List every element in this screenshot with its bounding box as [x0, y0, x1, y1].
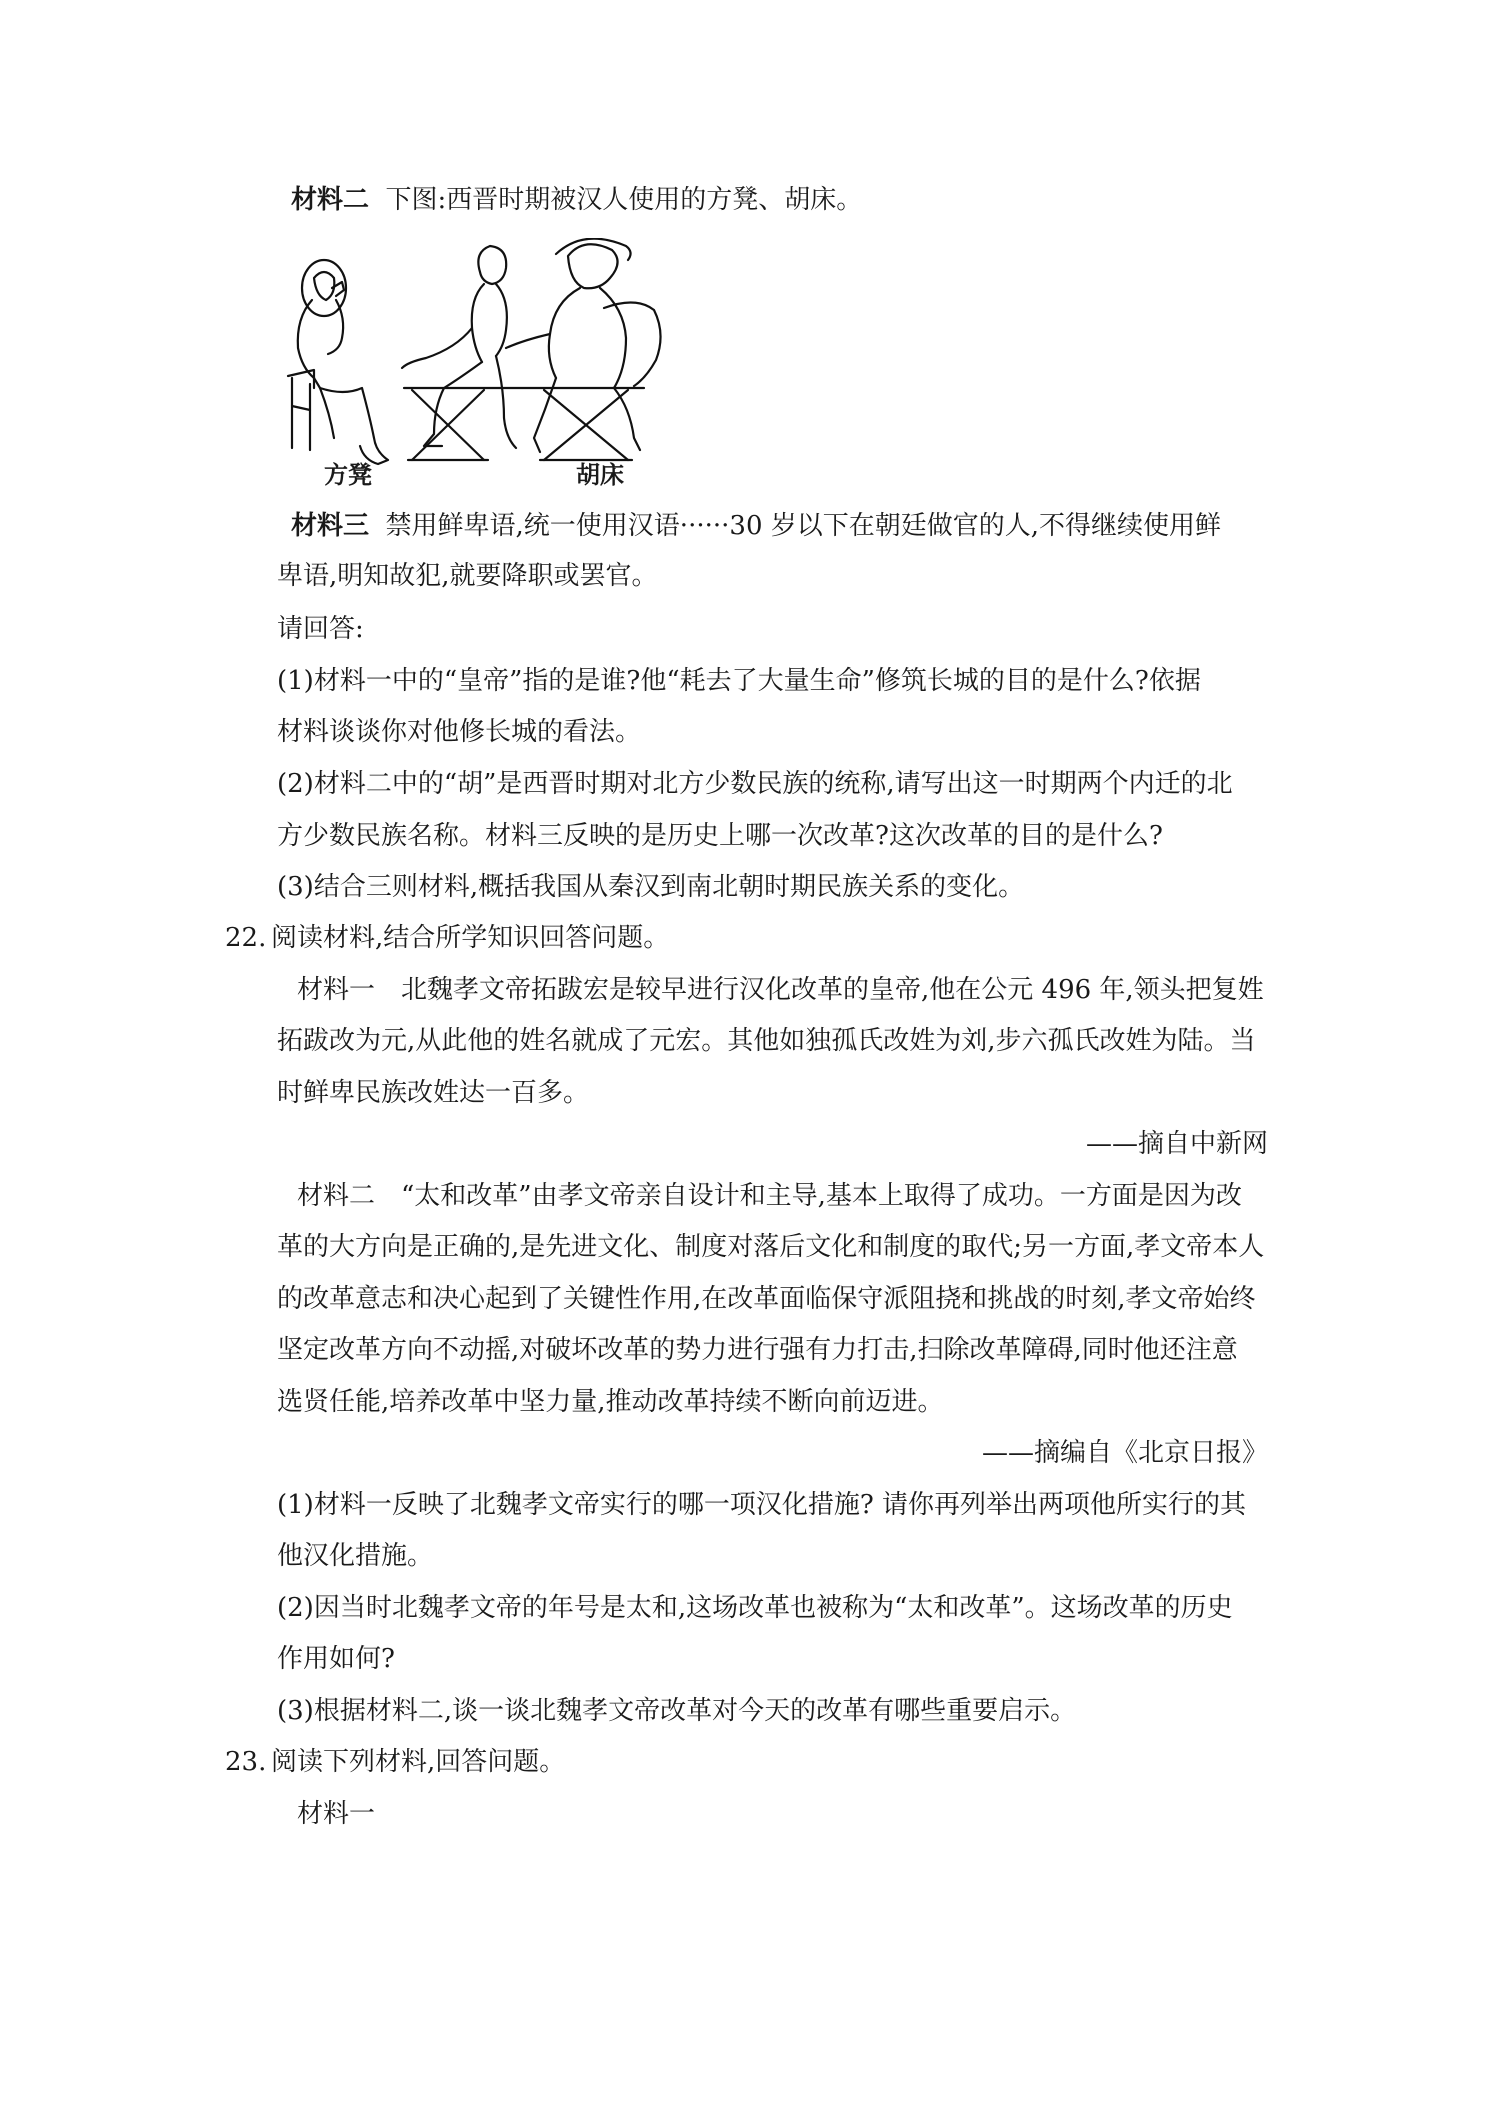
- body-right-1: [472, 284, 484, 362]
- caption-folding-chair: 胡床: [576, 460, 624, 489]
- q22-sub2-line2: 作用如何?: [277, 1644, 395, 1674]
- q23-number: 23.: [225, 1747, 267, 1777]
- q22-m2-line2: 革的大方向是正确的,是先进文化、制度对落后文化和制度的取代;另一方面,孝文帝本人: [277, 1232, 1265, 1262]
- q22-m2-line3: 的改革意志和决心起到了关键性作用,在改革面临保守派阻挠和挑战的时刻,孝文帝始终: [277, 1284, 1256, 1314]
- q22-m1-line3: 时鲜卑民族改姓达一百多。: [277, 1078, 590, 1108]
- head-right-2: [568, 244, 618, 288]
- q21-sub2-line1: (2)材料二中的“胡”是西晋时期对北方少数民族的统称,请写出这一时期两个内迁的北: [277, 769, 1233, 799]
- head-right-1: [478, 246, 506, 284]
- body-right-1b: [496, 284, 507, 356]
- material3-label: 材料三: [291, 511, 370, 541]
- leg-right-1b: [496, 356, 516, 448]
- stool-rail: [292, 406, 310, 410]
- q22-m1-line2: 拓跋改为元,从此他的姓名就成了元宏。其他如独孤氏改姓为刘,步六孤氏改姓为陆。当: [277, 1026, 1256, 1056]
- body-right-2: [549, 288, 580, 378]
- q22-m2-source: ——摘编自《北京日报》: [981, 1438, 1268, 1468]
- caption-stool: 方凳: [324, 460, 372, 489]
- q22-sub2-line1: (2)因当时北魏孝文帝的年号是太和,这场改革也被称为“太和改革”。这场改革的历史: [277, 1593, 1233, 1623]
- q22-title: [225, 920, 669, 956]
- arm-right-1: [402, 328, 472, 368]
- furniture-drawing: [284, 238, 724, 488]
- arm-left: [328, 300, 343, 354]
- material2-text: 下图:西晋时期被汉人使用的方凳、胡床。: [385, 185, 863, 215]
- fold-left: [320, 388, 334, 438]
- drape-right-2: [604, 302, 661, 386]
- q23-title: [225, 1744, 565, 1780]
- material3-text: 禁用鲜卑语,统一使用汉语······30 岁以下在朝廷做官的人,不得继续使用鲜: [385, 511, 1222, 541]
- arm-right-2: [506, 334, 550, 348]
- material2-label: 材料二: [291, 185, 370, 215]
- q22-sub1-line1: (1)材料一反映了北魏孝文帝实行的哪一项汉化措施? 请你再列举出两项他所实行的其: [277, 1490, 1247, 1520]
- q23-m1: 材料一: [297, 1799, 376, 1829]
- furniture-illustration: [284, 238, 724, 488]
- q22-m2-line4: 坚定改革方向不动摇,对破坏改革的势力进行强有力打击,扫除改革障碍,同时他还注意: [277, 1335, 1238, 1365]
- q21-prompt: 请回答:: [277, 614, 364, 644]
- q21-sub1-line1: (1)材料一中的“皇帝”指的是谁?他“耗去了大量生命”修筑长城的目的是什么?依据: [277, 666, 1201, 696]
- q21-sub3: (3)结合三则材料,概括我国从秦汉到南北朝时期民族关系的变化。: [277, 872, 1025, 902]
- leg-right-2: [534, 378, 556, 452]
- q22-sub3: (3)根据材料二,谈一谈北魏孝文帝改革对今天的改革有哪些重要启示。: [277, 1696, 1077, 1726]
- dress-left: [314, 378, 388, 464]
- q21-sub1-line2: 材料谈谈你对他修长城的看法。: [277, 717, 642, 747]
- q22-title-text: 阅读材料,结合所学知识回答问题。: [271, 923, 670, 953]
- material3-line1: [291, 508, 1221, 544]
- leg-right-1: [424, 362, 482, 446]
- q22-sub1-line2: 他汉化措施。: [277, 1541, 434, 1571]
- q22-m2-line5: 选贤任能,培养改革中坚力量,推动改革持续不断向前迈进。: [277, 1387, 944, 1417]
- material2-intro: [291, 182, 862, 218]
- q22-m2-line1: 材料二 “太和改革”由孝文帝亲自设计和主导,基本上取得了成功。一方面是因为改: [297, 1181, 1242, 1211]
- q22-m1-line1: 材料一 北魏孝文帝拓跋宏是较早进行汉化改革的皇帝,他在公元 496 年,领头把复姓: [297, 975, 1264, 1005]
- q22-m1-source: ——摘自中新网: [1085, 1129, 1268, 1159]
- head-left: [314, 272, 334, 300]
- q21-sub2-line2: 方少数民族名称。材料三反映的是历史上哪一次改革?这次改革的目的是什么?: [277, 821, 1163, 851]
- q23-title-text: 阅读下列材料,回答问题。: [271, 1747, 566, 1777]
- q22-number: 22.: [225, 923, 267, 953]
- material3-line2: 卑语,明知故犯,就要降职或罢官。: [277, 561, 658, 591]
